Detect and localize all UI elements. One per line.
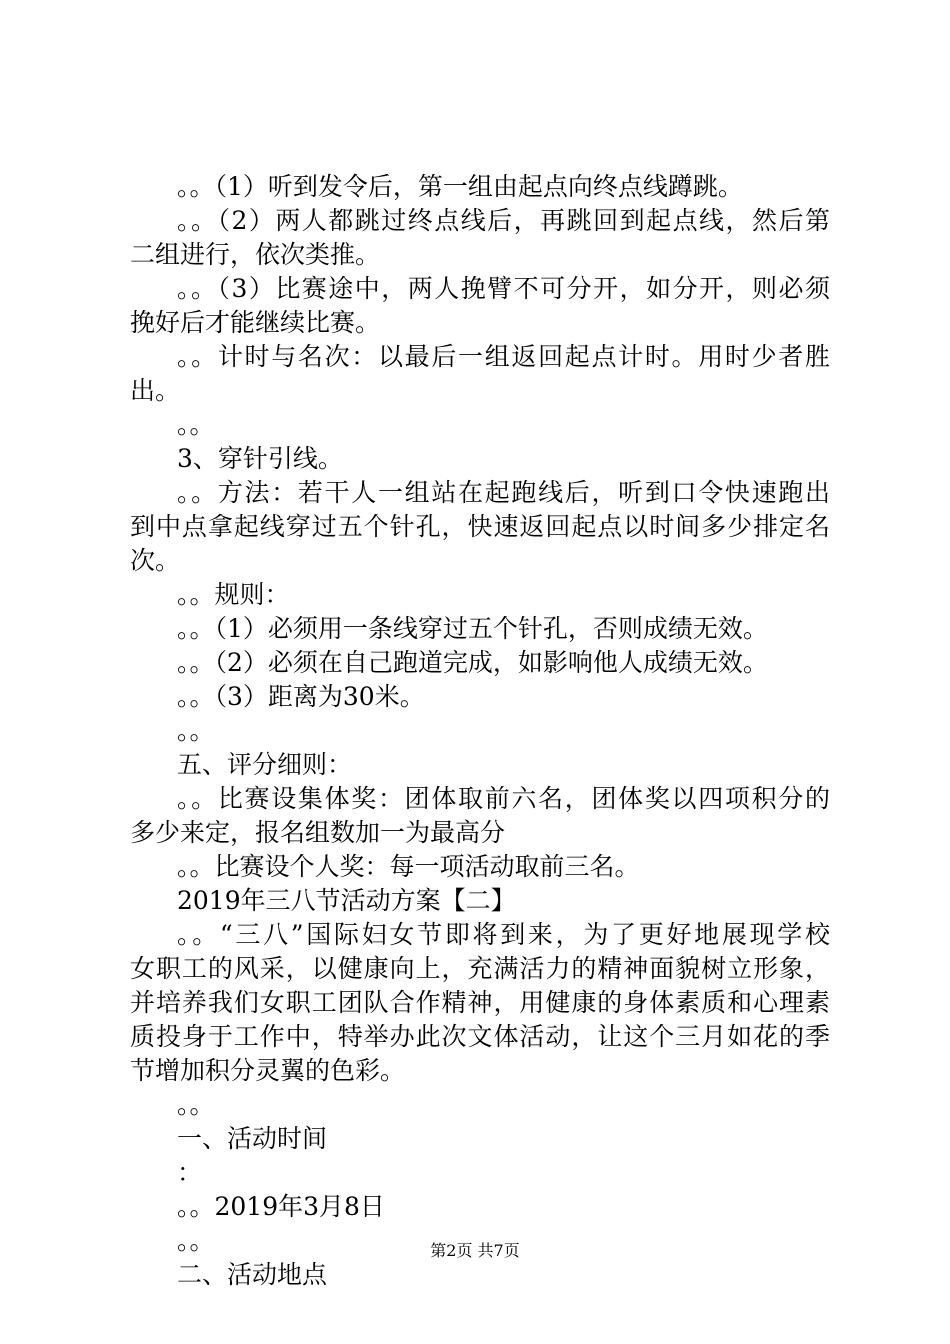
document-body xyxy=(130,170,830,1292)
paragraph-line: 质投身于工作中，特举办此次文体活动，让这个三月如花的季 xyxy=(130,1022,830,1051)
paragraph-line: 。。比赛设集体奖：团体取前六名，团体奖以四项积分的 xyxy=(177,784,830,813)
paragraph-line: 挽好后才能继续比赛。 xyxy=(130,308,381,337)
paragraph-line: 。。 xyxy=(177,716,215,745)
paragraph-line: 并培养我们女职工团队合作精神，用健康的身体素质和心理素 xyxy=(130,988,830,1017)
paragraph-line: 次。 xyxy=(130,546,181,575)
paragraph-line: 。。方法：若干人一组站在起跑线后，听到口令快速跑出 xyxy=(177,478,830,507)
paragraph-line: 多少来定，报名组数加一为最高分 xyxy=(130,818,506,847)
paragraph-line: 节增加积分灵翼的色彩。 xyxy=(130,1056,406,1085)
paragraph-line: 。。 xyxy=(177,1226,215,1255)
paragraph-line: 。。 xyxy=(177,1090,215,1119)
paragraph-line: 。。（1）听到发令后，第一组由起点向终点线蹲跳。 xyxy=(177,172,743,201)
page-number-footer: 第2页 共7页 xyxy=(430,1241,520,1260)
paragraph-line: 。。（1）必须用一条线穿过五个针孔，否则成绩无效。 xyxy=(177,614,768,643)
paragraph-line: 。。（2）必须在自己跑道完成，如影响他人成绩无效。 xyxy=(177,648,768,677)
paragraph-line: 。。“三八”国际妇女节即将到来，为了更好地展现学校 xyxy=(177,920,830,949)
paragraph-line: 。。（3）比赛途中，两人挽臂不可分开，如分开，则必须 xyxy=(177,274,830,303)
paragraph-line: 。。规则： xyxy=(177,580,290,609)
paragraph-line: 女职工的风采，以健康向上，充满活力的精神面貌树立形象， xyxy=(130,954,830,983)
paragraph-line: 二组进行，依次类推。 xyxy=(130,240,381,269)
paragraph-line: 。。计时与名次：以最后一组返回起点计时。用时少者胜 xyxy=(177,342,830,371)
section-heading: 一、活动时间 xyxy=(177,1124,328,1153)
section-heading: 二、活动地点 xyxy=(177,1260,328,1289)
paragraph-line: ： xyxy=(177,1158,203,1187)
paragraph-line: 。。 xyxy=(177,410,215,439)
paragraph-line: 出。 xyxy=(130,376,181,405)
paragraph-line: 。。比赛设个人奖：每一项活动取前三名。 xyxy=(177,852,640,881)
paragraph-line: 。。（2）两人都跳过终点线后，再跳回到起点线，然后第 xyxy=(177,206,830,235)
paragraph-line: 。。（3）距离为30米。 xyxy=(177,682,425,711)
paragraph-line: 。。2019年3月8日 xyxy=(177,1192,385,1221)
section-heading: 3、穿针引线。 xyxy=(177,444,343,473)
section-heading: 五、评分细则： xyxy=(177,750,353,779)
paragraph-line: 到中点拿起线穿过五个针孔，快速返回起点以时间多少排定名 xyxy=(130,512,830,541)
section-heading: 2019年三八节活动方案【二】 xyxy=(177,886,516,915)
